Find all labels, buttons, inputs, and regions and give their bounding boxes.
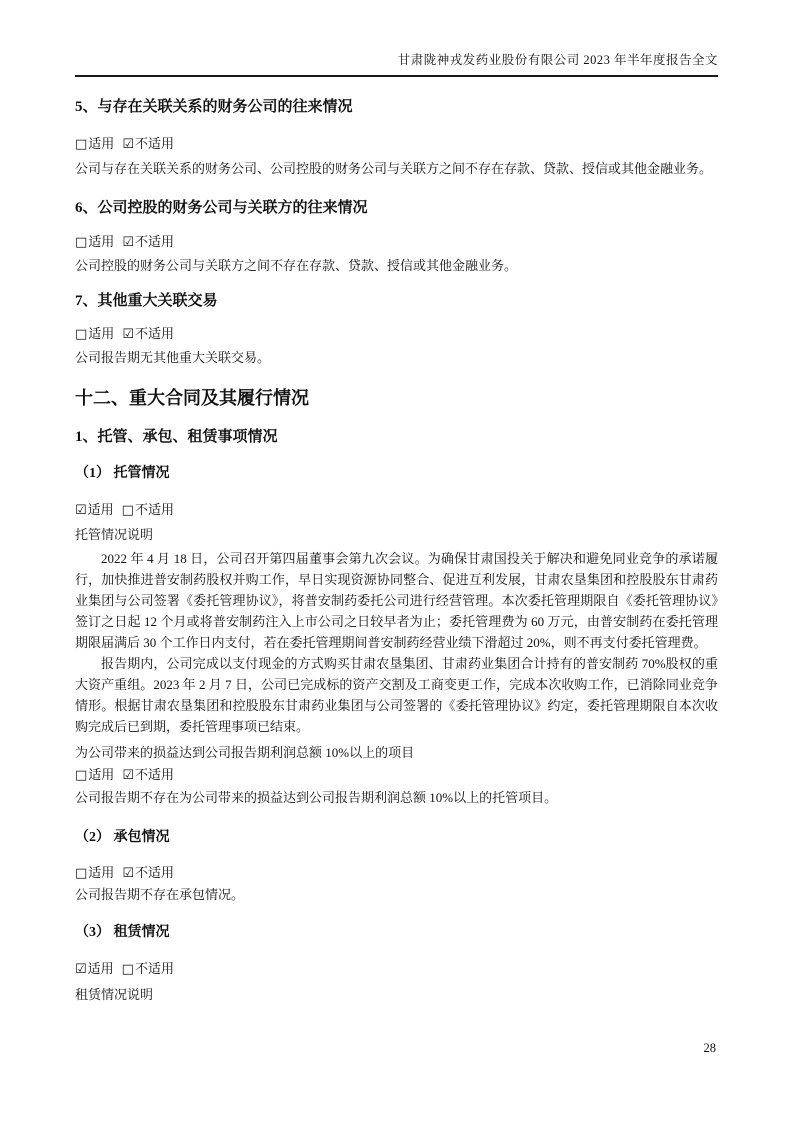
section-6-title: 6、公司控股的财务公司与关联方的往来情况 bbox=[75, 200, 368, 216]
option-not-applicable bbox=[122, 135, 174, 154]
section-5-title: 5、与存在关联关系的财务公司的往来情况 bbox=[75, 99, 353, 115]
option-label: 不适用 bbox=[134, 136, 174, 151]
trusteeship-paragraph-2: 报告期内，公司完成以支付现金的方式购买甘肃农垦集团、甘肃药业集团合计持有的普安制药 70%股权的重大资产重组。2023 年 2 月 7 日，公司已完成标的资产交割及工商变更工作，完成本次收购工作，已消除同业竞争情形。根据甘肃农垦集团和控股股东甘肃药业集团与公司签署的《委托管理协议》约定，委托管理期限自本次收购完成后已到期，委托管理事项已结束。 bbox=[75, 656, 718, 734]
option-label: 不适用 bbox=[134, 326, 174, 341]
option-label: 不适用 bbox=[134, 767, 174, 782]
option-not-applicable bbox=[122, 960, 174, 979]
profit-threshold-body: 公司报告期不存在为公司带来的损益达到公司报告期利润总额 10%以上的托管项目。 bbox=[75, 790, 558, 805]
option-not-applicable bbox=[122, 766, 174, 785]
checkbox-checked-icon: ☑ bbox=[122, 235, 134, 250]
section-6-body: 公司控股的财务公司与关联方之间不存在存款、贷款、授信或其他金融业务。 bbox=[75, 258, 518, 273]
checkbox-unchecked-icon: □ bbox=[75, 866, 88, 881]
option-not-applicable bbox=[122, 233, 174, 252]
item-3-title: （3） 租赁情况 bbox=[75, 925, 170, 940]
option-label: 不适用 bbox=[134, 234, 174, 249]
trusteeship-note-label: 托管情况说明 bbox=[75, 527, 154, 542]
section-5-body: 公司与存在关联关系的财务公司、公司控股的财务公司与关联方之间不存在存款、贷款、授信或其他金融业务。 bbox=[75, 161, 713, 176]
option-label: 适用 bbox=[87, 961, 114, 976]
option-applicable bbox=[75, 766, 114, 785]
option-label: 不适用 bbox=[134, 502, 174, 517]
option-label: 不适用 bbox=[134, 865, 174, 880]
page-header bbox=[75, 0, 718, 77]
option-not-applicable bbox=[122, 501, 174, 520]
lease-note-label: 租赁情况说明 bbox=[75, 987, 154, 1002]
section-7-applicability bbox=[75, 325, 718, 344]
checkbox-checked-icon: ☑ bbox=[122, 327, 134, 342]
option-label: 适用 bbox=[88, 865, 115, 880]
item-2-applicability bbox=[75, 864, 718, 883]
option-label: 不适用 bbox=[134, 961, 174, 976]
item-1-title: （1） 托管情况 bbox=[75, 466, 170, 481]
profit-threshold-line: 为公司带来的损益达到公司报告期利润总额 10%以上的项目 bbox=[75, 745, 415, 760]
item-3-applicability bbox=[75, 960, 718, 979]
option-applicable bbox=[75, 864, 114, 883]
section-6-applicability bbox=[75, 233, 718, 252]
page-number: 28 bbox=[703, 1041, 716, 1055]
trusteeship-paragraph-1: 2022 年 4 月 18 日，公司召开第四届董事会第九次会议。为确保甘肃国投关于解决和避免同业竞争的承诺履行，加快推进普安制药股权并购工作，早日实现资源协同整合、促进互利发展，甘肃农垦集团和控股股东甘肃药业集团与公司签署《委托管理协议》，将普安制药委托公司进行经营管理。本次委托管理期限自《委托管理协议》签订之日起 12 个月或将普安制药注入上市公司之日较早者为止；委托管理费为 60 万元，由普安制药在委托管理期限届满后 30 个工作日内支付，若在委托管理期间普安制药经营业绩下滑超过 20%，则不再支付委托管理费。 bbox=[75, 551, 718, 650]
section-7-body: 公司报告期无其他重大关联交易。 bbox=[75, 350, 271, 365]
item-2-body: 公司报告期不存在承包情况。 bbox=[75, 887, 245, 902]
option-applicable bbox=[75, 233, 114, 252]
option-label: 适用 bbox=[88, 234, 115, 249]
option-applicable bbox=[75, 325, 114, 344]
checkbox-unchecked-icon: □ bbox=[75, 235, 88, 250]
option-not-applicable bbox=[122, 325, 174, 344]
option-label: 适用 bbox=[88, 326, 115, 341]
option-label: 适用 bbox=[88, 767, 115, 782]
checkbox-unchecked-icon: □ bbox=[75, 327, 88, 342]
option-label: 适用 bbox=[87, 502, 114, 517]
checkbox-unchecked-icon: □ bbox=[121, 962, 134, 977]
section-7-title: 7、其他重大关联交易 bbox=[75, 293, 218, 309]
checkbox-checked-icon: ☑ bbox=[75, 962, 87, 977]
option-applicable bbox=[75, 135, 114, 154]
checkbox-checked-icon: ☑ bbox=[122, 866, 134, 881]
section-5-applicability bbox=[75, 135, 718, 154]
option-applicable bbox=[75, 501, 114, 520]
checkbox-checked-icon: ☑ bbox=[122, 768, 134, 783]
chapter-12-title: 十二、重大合同及其履行情况 bbox=[75, 388, 309, 408]
option-label: 适用 bbox=[88, 136, 115, 151]
subsection-1-title: 1、托管、承包、租赁事项情况 bbox=[75, 429, 278, 445]
report-title: 甘肃陇神戎发药业股份有限公司 2023 年半年度报告全文 bbox=[397, 53, 718, 67]
option-not-applicable bbox=[122, 864, 174, 883]
profit-threshold-applicability bbox=[75, 766, 718, 785]
checkbox-unchecked-icon: □ bbox=[121, 503, 134, 518]
checkbox-unchecked-icon: □ bbox=[75, 768, 88, 783]
item-2-title: （2） 承包情况 bbox=[75, 830, 170, 845]
item-1-applicability bbox=[75, 501, 718, 520]
checkbox-checked-icon: ☑ bbox=[75, 503, 87, 518]
checkbox-checked-icon: ☑ bbox=[122, 137, 134, 152]
option-applicable bbox=[75, 960, 114, 979]
checkbox-unchecked-icon: □ bbox=[75, 137, 88, 152]
